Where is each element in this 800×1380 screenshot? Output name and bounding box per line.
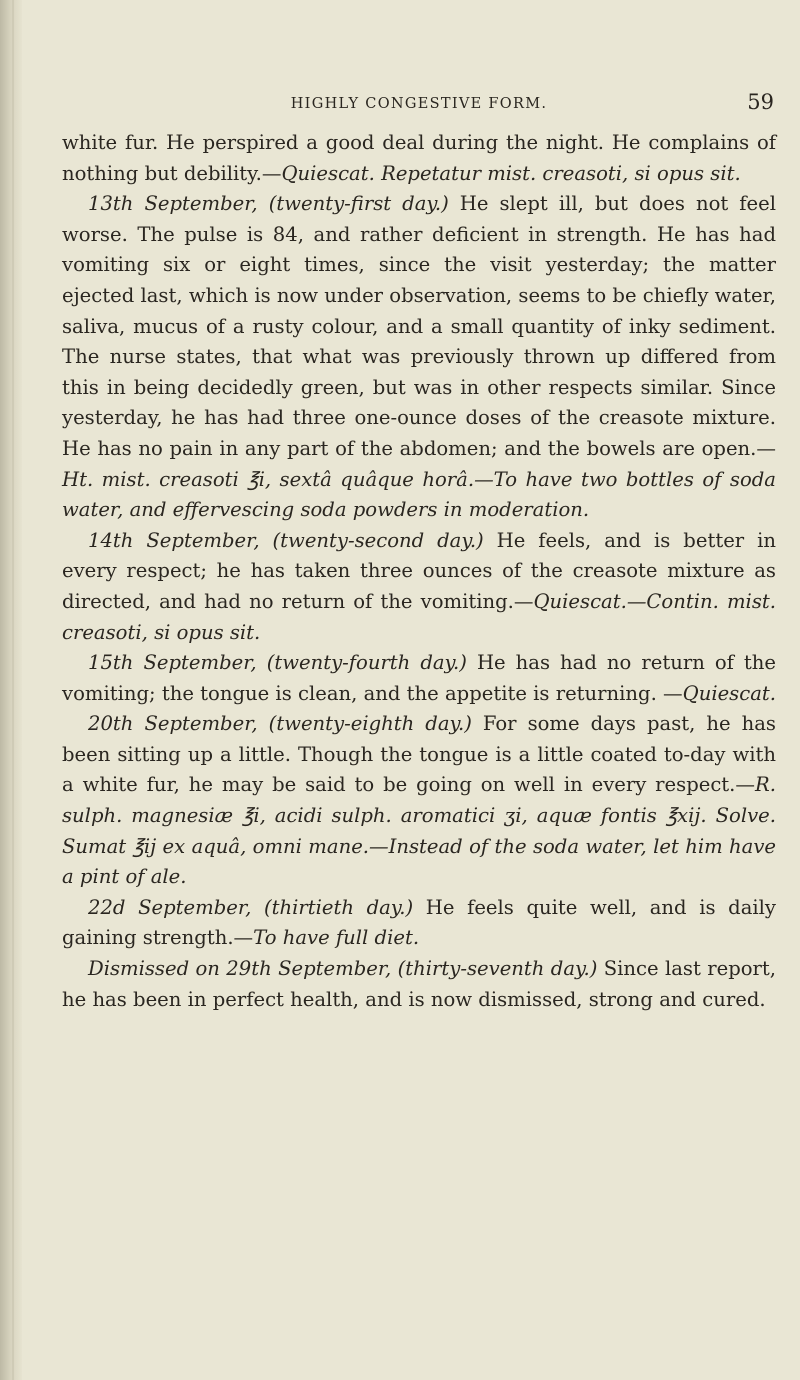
entry-date: 14th September, — [88, 528, 260, 552]
entry-day: (twenty-first day.) — [268, 192, 449, 216]
text-run: white fur. He perspired a good deal during the night. He complains of nothing but debility.— — [62, 131, 776, 185]
text-run: Since last report, he has been in perfect health, and is now dismissed, strong and cured. — [62, 957, 776, 1011]
prescription-text: Quiescat.—Contin. mist. creasoti, si opus sit. — [62, 589, 776, 644]
text-run: He slept ill, but does not feel worse. The pulse is 84, and rather deficient in strength. He has had vomiting six or eight times, since the visit yesterday; the matter ejected last, which is now under observation, seems to be chiefly water, saliva, mucus of a rusty colour, and a small quantity of inky sediment. The nurse states, that what was previously thrown up differed from this in being decidedly green, but was in other respects similar. Since yesterday, he has had three one-ounce doses of the creasote mixture. He has no pain in any part of the abdomen; and the bowels are open.— — [62, 192, 776, 460]
running-head: HIGHLY CONGESTIVE FORM. — [290, 96, 548, 112]
entry-date: 13th September, — [88, 192, 258, 216]
entry-day: (twenty-second day.) — [272, 528, 484, 552]
prescription-text: Quiescat. — [682, 681, 776, 705]
entry-14th-september — [62, 526, 776, 648]
entry-20th-september — [62, 709, 776, 893]
page-header — [62, 90, 776, 120]
entry-13th-september — [62, 189, 776, 526]
prescription-text: R. sulph. magnesiæ ℥i, acidi sulph. aromatici ʒi, aquæ fontis ℥xij. Solve. Sumat ℥ij ex aquâ, omni mane.—Instead of the soda water, let him have a pint of ale. — [62, 773, 776, 889]
entry-day: (twenty-eighth day.) — [268, 712, 472, 736]
entry-15th-september — [62, 648, 776, 709]
entry-date: 20th September, — [88, 712, 258, 736]
body-text — [62, 128, 776, 1015]
entry-22d-september — [62, 893, 776, 954]
prescription-text: Quiescat. Repetatur mist. creasoti, si opus sit. — [281, 161, 741, 185]
page-number: 59 — [747, 90, 774, 114]
paragraph-continuation — [62, 128, 776, 189]
text-run: He feels, and is better in every respect; he has taken three ounces of the creasote mixture as directed, and had no return of the vomiting.— — [62, 528, 776, 613]
entry-date: Dismissed on 29th September, — [88, 957, 392, 981]
entry-date: 22d September, — [88, 895, 252, 919]
prescription-text: To have full diet. — [253, 926, 420, 950]
text-run: For some days past, he has been sitting up a little. Though the tongue is a little coated to-day with a white fur, he may be said to be going on well in every respect.— — [62, 712, 776, 797]
gutter-edge-line — [12, 0, 14, 1380]
text-run: He has had no return of the vomiting; the tongue is clean, and the appetite is returning. — — [62, 651, 777, 705]
entry-date: 15th September, — [88, 651, 257, 675]
prescription-text: Ht. mist. creasoti ℥i, sextâ quâque horâ.—To have two bottles of soda water, and effervescing soda powders in moderation. — [62, 467, 776, 522]
entry-dismissed — [62, 954, 776, 1015]
book-gutter-shadow — [0, 0, 22, 1380]
entry-day: (thirtieth day.) — [263, 895, 414, 919]
text-run: He feels quite well, and is daily gaining strength.— — [62, 895, 776, 950]
entry-day: (thirty-seventh day.) — [397, 957, 598, 981]
entry-day: (twenty-fourth day.) — [266, 651, 467, 675]
